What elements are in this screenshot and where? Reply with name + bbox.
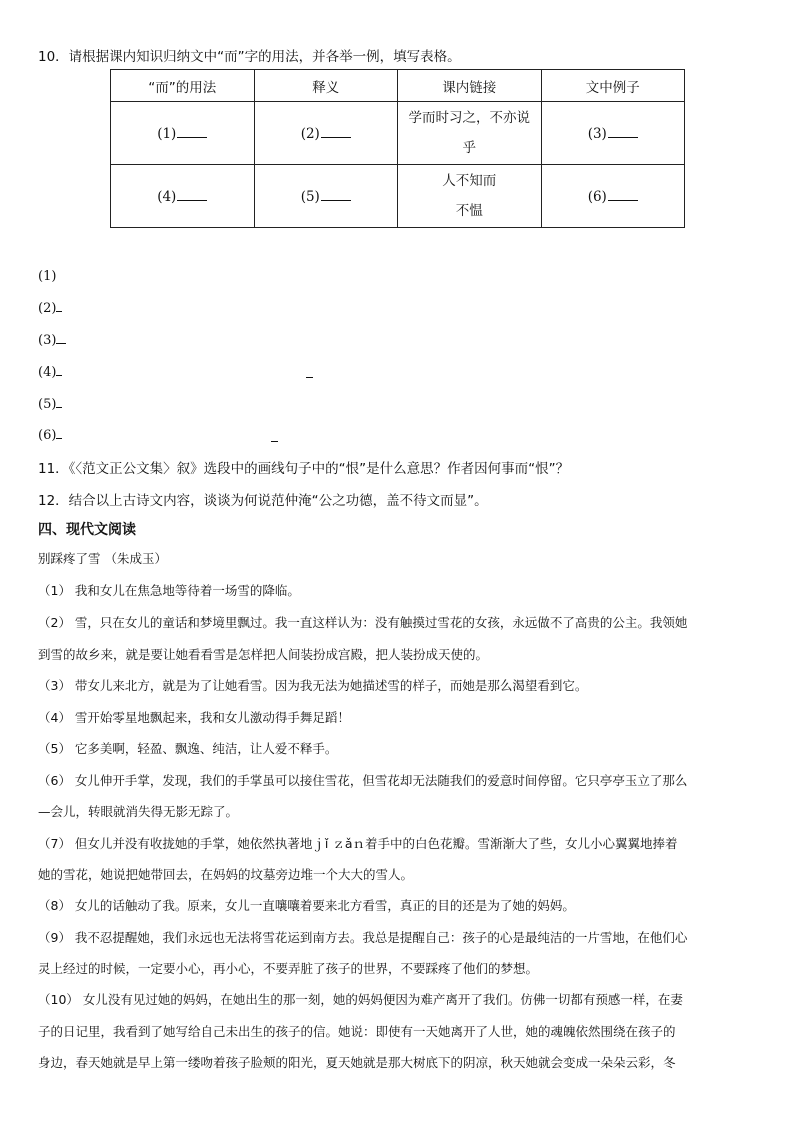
question-10-prompt: 10．请根据课内知识归纳文中“而”字的用法，并各举一例，填写表格。 bbox=[38, 49, 461, 65]
cell-blank-2[interactable]: (2) bbox=[254, 102, 398, 165]
article-line: （4） 雪开始零星地飘起来，我和女儿激动得手舞足蹈！ bbox=[38, 710, 350, 725]
cell-blank-6[interactable]: (6) bbox=[541, 165, 685, 228]
answer-line-1[interactable]: (1) bbox=[38, 269, 57, 284]
answer-line-6[interactable]: (6) bbox=[38, 427, 62, 443]
article-line: 她的雪花，她说把她带回去，在妈妈的坟墓旁边堆一个大大的雪人。 bbox=[38, 867, 414, 882]
question-11: 11．《〈范文正公文集〉叙》选段中的画线句子中的“恨”是什么意思？作者因何事而“恨”？ bbox=[38, 461, 570, 477]
answer-line-2[interactable]: (2) bbox=[38, 300, 62, 316]
cell-blank-5[interactable]: (5) bbox=[254, 165, 398, 228]
underline-mark bbox=[271, 440, 278, 442]
article-line: 子的日记里，我看到了她写给自己未出生的孩子的信。她说：即使有一天她离开了人世，她的魂魄依然围绕在孩子的 bbox=[38, 1024, 676, 1039]
article-line: （9） 我不忍提醒她，我们永远也无法将雪花运到南方去。我总是提醒自己：孩子的心是最纯洁的一片雪地，在他们心 bbox=[38, 930, 688, 945]
answer-line-4[interactable]: (4) bbox=[38, 364, 62, 380]
header-textbook-link: 课内链接 bbox=[398, 70, 542, 102]
answer-blank[interactable] bbox=[321, 188, 351, 201]
article-line: （10） 女儿没有见过她的妈妈，在她出生的那一刻，她的妈妈便因为难产离开了我们。仿佛一切都有预感一样，在妻 bbox=[38, 992, 683, 1007]
article-line: 到雪的故乡来，就是要让她看看雪是怎样把人间装扮成宫殿，把人装扮成天使的。 bbox=[38, 647, 489, 662]
table-row bbox=[111, 102, 685, 165]
article-line: 灵上经过的时候，一定要小心，再小心，不要弄脏了孩子的世界，不要踩疼了他们的梦想。 bbox=[38, 961, 539, 976]
article-line: 身边，春天她就是早上第一缕吻着孩子脸颊的阳光，夏天她就是那大树底下的阴凉，秋天她就会变成一朵朵云彩，冬 bbox=[38, 1055, 676, 1070]
article-line: （8） 女儿的话触动了我。原来，女儿一直嚷嚷着要来北方看雪，真正的目的还是为了她的妈妈。 bbox=[38, 898, 575, 913]
header-example: 文中例子 bbox=[541, 70, 685, 102]
table-row bbox=[111, 165, 685, 228]
article-line: （1） 我和女儿在焦急地等待着一场雪的降临。 bbox=[38, 583, 300, 598]
table-header-row bbox=[111, 70, 685, 102]
cell-blank-1[interactable]: (1) bbox=[111, 102, 255, 165]
answer-blank[interactable] bbox=[608, 188, 638, 201]
underline-mark bbox=[306, 376, 313, 378]
header-meaning: 释义 bbox=[254, 70, 398, 102]
cell-blank-3[interactable]: (3) bbox=[541, 102, 685, 165]
header-usage: “而”的用法 bbox=[111, 70, 255, 102]
usage-table bbox=[110, 69, 685, 228]
answer-line-5[interactable]: (5) bbox=[38, 396, 62, 412]
cell-blank-4[interactable]: (4) bbox=[111, 165, 255, 228]
cell-textbook-link: 人不知而 不愠 bbox=[398, 165, 542, 228]
answer-line-3[interactable]: (3) bbox=[38, 332, 66, 348]
article-line: （7） 但女儿并没有收拢她的手掌，她依然执著地ｊǐ ｚǎｎ着手中的白色花瓣。雪渐渐大了些，女儿小心翼翼地捧着 bbox=[38, 836, 678, 851]
article-line: —会儿，转眼就消失得无影无踪了。 bbox=[38, 804, 239, 819]
answer-blank[interactable] bbox=[177, 125, 207, 138]
section-heading: 四、现代文阅读 bbox=[38, 522, 136, 538]
answer-blank[interactable] bbox=[321, 125, 351, 138]
answer-blank[interactable] bbox=[177, 188, 207, 201]
article-line: （5） 它多美啊，轻盈、飘逸、纯洁，让人爱不释手。 bbox=[38, 741, 338, 756]
article-line: （3） 带女儿来北方，就是为了让她看雪。因为我无法为她描述雪的样子，而她是那么渴望看到它。 bbox=[38, 678, 588, 693]
article-line: （6） 女儿伸开手掌，发现，我们的手掌虽可以接住雪花，但雪花却无法随我们的爱意时间停留。它只亭亭玉立了那么 bbox=[38, 773, 688, 788]
answer-blank[interactable] bbox=[608, 125, 638, 138]
article-title: 别踩疼了雪 （朱成玉） bbox=[38, 551, 167, 566]
cell-textbook-link: 学而时习之，不亦说 乎 bbox=[398, 102, 542, 165]
article-line: （2） 雪，只在女儿的童话和梦境里飘过。我一直这样认为：没有触摸过雪花的女孩，永远做不了高贵的公主。我领她 bbox=[38, 615, 688, 630]
question-12: 12．结合以上古诗文内容，谈谈为何说范仲淹“公之功德，盖不待文而显”。 bbox=[38, 493, 488, 509]
